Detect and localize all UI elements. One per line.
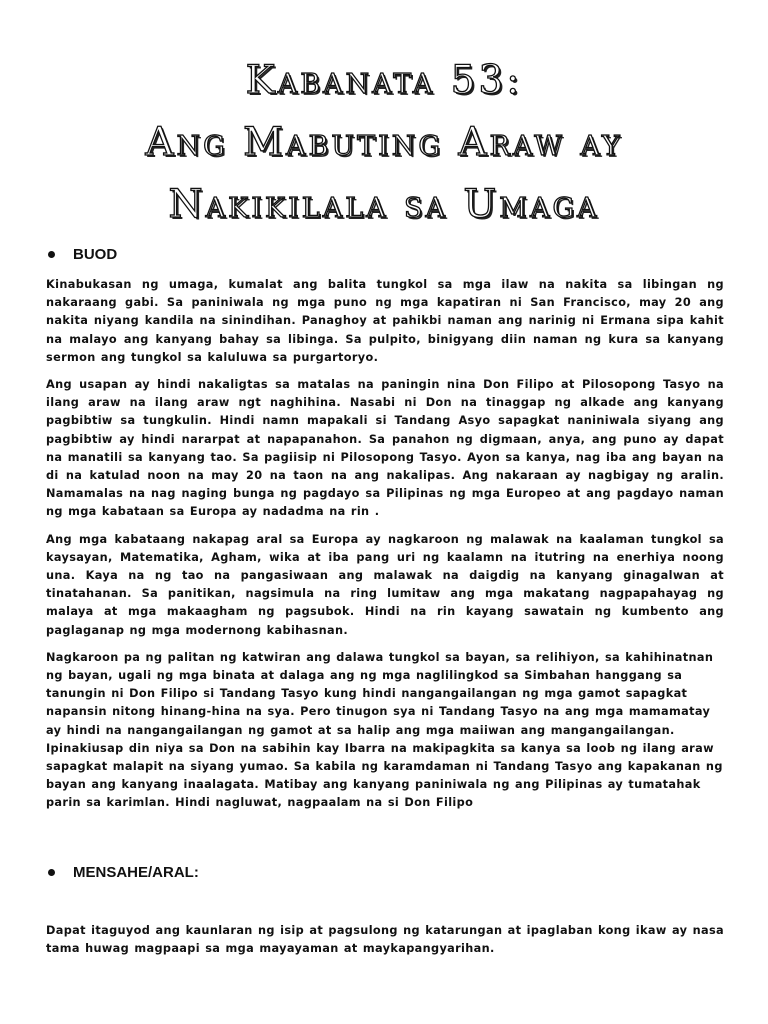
chapter-subtitle-line-2: Nakikilala sa Umaga	[168, 182, 600, 227]
title-block	[0, 50, 768, 236]
buod-paragraph: Kinabukasan ng umaga, kumalat ang balita tungkol sa mga ilaw na nakita sa libingan ng nakaraang gabi. Sa paniniwala ng mga puno ng mga kapatiran ni San Francisco, may 20 ang nakita niyang kandila na sinindihan. Panaghoy at pahikbi naman ang narinig ni Ermana sipa kahit na malayo ang kanyang bahay sa libinga. Sa pulpito, binigyang diin naman ng kura sa kanyang sermon ang tungkol sa kaluluwa sa purgartoryo.	[46, 278, 724, 364]
buod-paragraph: Nagkaroon pa ng palitan ng katwiran ang dalawa tungkol sa bayan, sa relihiyon, sa kahihinatnan ng bayan, ugali ng mga binata at dalaga ang ng mga naglilingkod sa Simbahan hanggang sa tanungin ni Don Filipo si Tandang Tasyo kung hindi nangangailangan ng mga gamot sapagkat napansin nitong hinang-hina na sya. Pero tinugon sya ni Tandang Tasyo na ang mga mamamatay ay hindi na nangangailangan ng gamot at sa halip ang mga maiiwan ang mangangailangan. Ipinakiusap din niya sa Don na sabihin kay Ibarra na makipagkita sa kanya sa loob ng ilang araw sapagkat malapit na siyang yumao. Sa kabila ng karamdaman ni Tandang Tasyo ang kapakanan ng bayan ang kanyang inaalagata. Matibay ang kanyang paniniwala ng ang Pilipinas ay tumatahak parin sa karimlan. Hindi nagluwat, nagpaalam na si Don Filipo	[46, 650, 723, 810]
bullet-icon	[48, 869, 55, 876]
mensahe-body	[46, 922, 724, 967]
chapter-title: Kabanata 53:	[245, 58, 523, 103]
mensahe-heading	[48, 864, 199, 881]
buod-heading-label: BUOD	[73, 246, 118, 263]
buod-body	[46, 276, 724, 822]
buod-heading	[48, 246, 117, 263]
mensahe-heading-label: MENSAHE/ARAL:	[73, 864, 199, 881]
mensahe-paragraph: Dapat itaguyod ang kaunlaran ng isip at pagsulong ng katarungan at ipaglaban kong ikaw ay nasa tama huwag magpaapi sa mga mayayaman at maykapangyarihan.	[46, 924, 724, 956]
buod-paragraph: Ang mga kabataang nakapag aral sa Europa ay nagkaroon ng malawak na kaalaman tungkol sa kaysayan, Matematika, Agham, wika at iba pang uri ng kaalamn na itutring na enerhiya noong una. Kaya na ng tao na pangasiwaan ang malawak na daigdig na kanyang ginagalwan at tinatahanan. Sa panitikan, nagsimula na ring lumitaw ang mga makatang nagpapahayag ng malaya at mga makaagham ng pagsubok. Hindi na rin kayang sawatain ng kumbento ang paglaganap ng mga modernong kabihasnan.	[46, 532, 724, 637]
buod-paragraph: Ang usapan ay hindi nakaligtas sa matalas na paningin nina Don Filipo at Pilosopong Tasyo na ilang araw na ilang araw ngt naghihina. Nasabi ni Don na tinaggap ng alkade ang kanyang pagbibtiw sa tungkulin. Hindi namn mapakali si Tandang Asyo sapagkat naniniwala siyang ang pagbibtiw ay hindi nararpat at napapanahon. Sa panahon ng digmaan, anya, ang puno ay dapat na manatili sa kanyang tao. Sa pagiisip ni Pilosopong Tasyo. Ayon sa kanya, nag iba ang bayan na di na katulad noon na may 20 na taon na ang nakalipas. Ang nakaraan ay nagbigay ng aralin. Namamalas na nag naging bunga ng pagdayo sa Pilipinas ng mga Europeo at ang pagdayo naman ng mga kabataan sa Europa ay nadadma na rin .	[46, 378, 724, 519]
bullet-icon	[48, 251, 55, 258]
chapter-subtitle-line-1: Ang Mabuting Araw ay	[145, 120, 623, 165]
